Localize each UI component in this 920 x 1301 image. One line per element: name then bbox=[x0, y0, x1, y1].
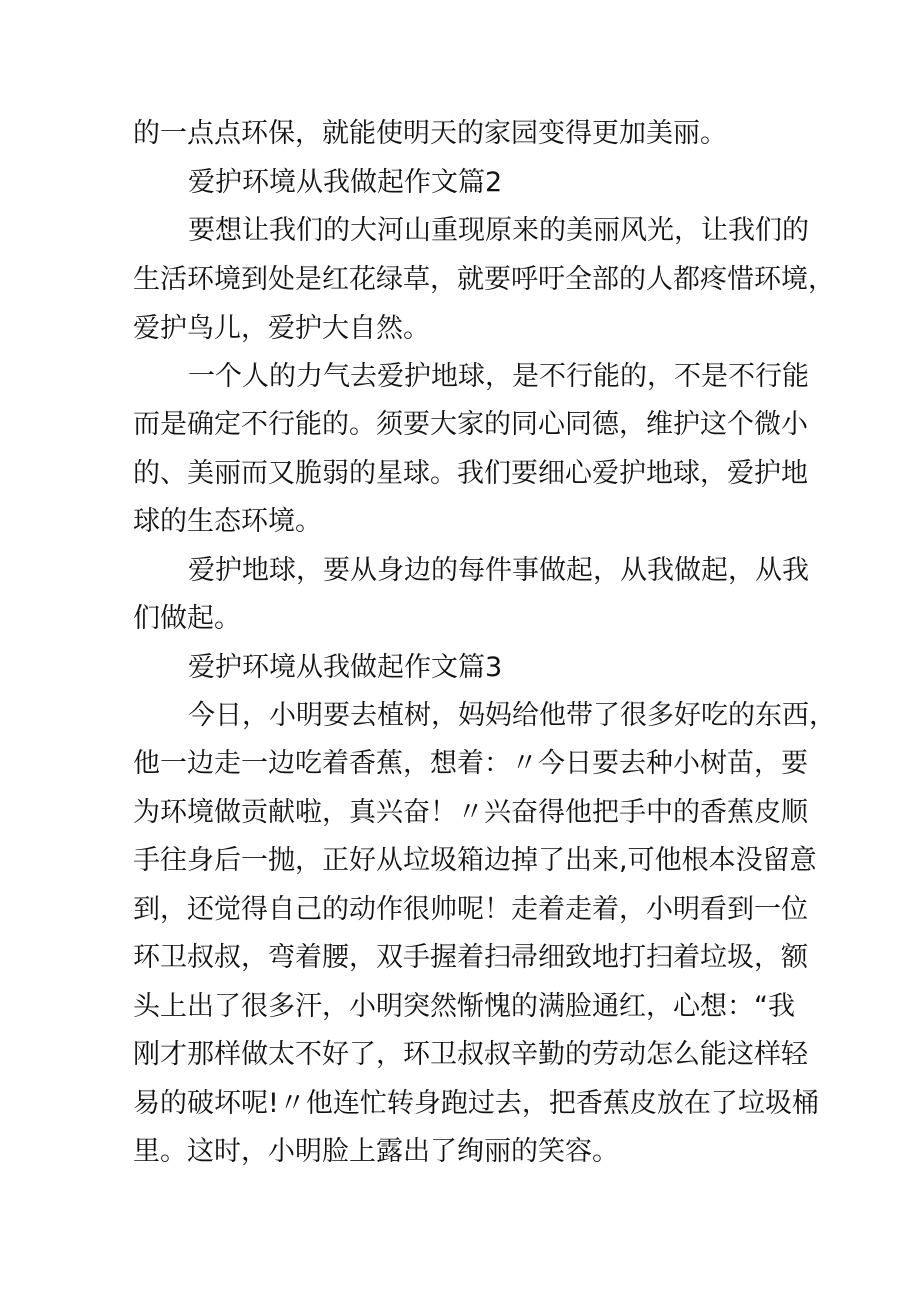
paragraph-line: 爱护地球，要从身边的每件事做起，从我做起，从我 bbox=[188, 555, 809, 586]
paragraph-line: 到，还觉得自己的动作很帅呢！走着走着，小明看到一位 bbox=[133, 894, 808, 925]
paragraph-line: 易的破坏呢!〃他连忙转身跑过去，把香蕉皮放在了垃圾桶 bbox=[133, 1088, 819, 1119]
paragraph-line: 里。这时，小明脸上露出了绚丽的笑容。 bbox=[133, 1136, 619, 1167]
paragraph-line: 手往身后一抛，正好从垃圾箱边掉了出来,可他根本没留意 bbox=[133, 845, 817, 876]
section-heading: 爱护环境从我做起作文篇3 bbox=[188, 652, 503, 683]
paragraph-line: 头上出了很多汗，小明突然惭愧的满脸通红，心想：“我 bbox=[133, 991, 795, 1022]
paragraph-line: 的、美丽而又脆弱的星球。我们要细心爱护地球，爱护地 bbox=[133, 458, 808, 489]
paragraph-line: 他一边走一边吃着香蕉，想着：〃今日要去种小树苗，要 bbox=[133, 748, 808, 779]
paragraph-line: 爱护鸟儿，爱护大自然。 bbox=[133, 313, 430, 344]
paragraph-line: 要想让我们的大河山重现原来的美丽风光，让我们的 bbox=[188, 215, 809, 246]
paragraph-line: 环卫叔叔，弯着腰，双手握着扫帚细致地打扫着垃圾，额 bbox=[133, 942, 808, 973]
paragraph-line: 球的生态环境。 bbox=[133, 506, 322, 537]
paragraph-line: 一个人的力气去爱护地球，是不行能的，不是不行能 bbox=[188, 361, 809, 392]
section-heading: 爱护环境从我做起作文篇2 bbox=[188, 167, 503, 198]
paragraph-line: 刚才那样做太不好了，环卫叔叔辛勤的劳动怎么能这样轻 bbox=[133, 1039, 808, 1070]
paragraph-line: 们做起。 bbox=[133, 603, 241, 634]
paragraph-line: 为环境做贡献啦，真兴奋！〃兴奋得他把手中的香蕉皮顺 bbox=[133, 797, 808, 828]
paragraph-line: 今日，小明要去植树，妈妈给他带了很多好吃的东西， bbox=[188, 700, 836, 731]
paragraph-line: 生活环境到处是红花绿草，就要呼吁全部的人都疼惜环境， bbox=[133, 264, 835, 295]
paragraph-line: 而是确定不行能的。须要大家的同心同德，维护这个微小 bbox=[133, 409, 808, 440]
paragraph-line: 的一点点环保，就能使明天的家园变得更加美丽。 bbox=[133, 118, 727, 149]
